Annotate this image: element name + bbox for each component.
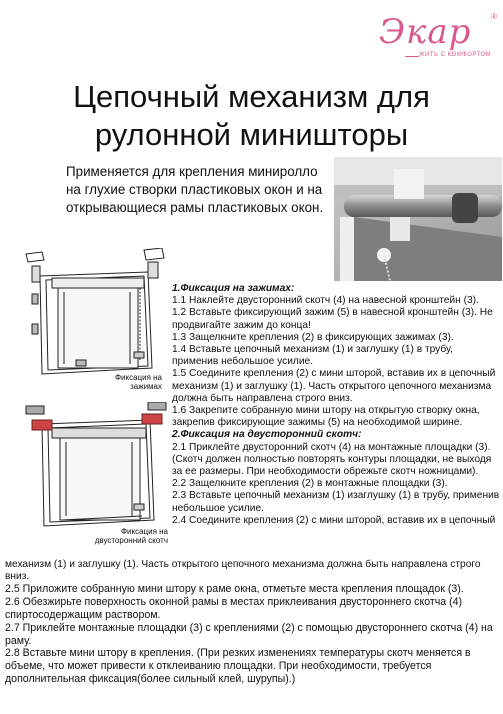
step-2-7: 2.7 Приклейте монтажные площадки (3) с креплениями (2) с помощью двустороннего скотча (4) на раму. bbox=[5, 621, 493, 647]
logo-divider bbox=[405, 56, 419, 57]
step-2-4-cont: механизм (1) и заглушку (1). Часть открытого цепочного механизма должна быть направлена строго вниз. bbox=[5, 559, 481, 583]
brand-logo bbox=[375, 8, 497, 68]
logo-tagline: ЖИТЬ С КОМФОРТОМ bbox=[419, 52, 492, 58]
diagram1-caption: Фиксация на зажимах bbox=[114, 373, 162, 391]
instructions-full bbox=[5, 559, 501, 686]
page-title bbox=[0, 78, 503, 154]
step-1-3: 1.3 Защелкните крепления (2) в фиксирующих зажимах (3). bbox=[172, 331, 454, 343]
step-1-4: 1.4 Вставьте цепочный механизм (1) и заглушку (1) в трубу, применив небольшое усилие. bbox=[172, 344, 453, 368]
diagram2-caption: Фиксация на двусторонний скотч bbox=[94, 527, 168, 545]
step-2-8: 2.8 Вставьте мини штору в крепления. (При резких изменениях температуры скотч меняется в объеме, что может привести к отклеиванию площадки. При необходимости, требуется дополнительная фиксация(более сильный клей, шурупы).) bbox=[5, 647, 471, 685]
step-1-5: 1.5 Соедините крепления (2) с мини шторой, вставив их в цепочный механизм (1) и заглушку (1). Часть открытого цепочного механизма должна быть направлена строго вниз. bbox=[172, 368, 496, 404]
mechanism-photo bbox=[334, 157, 502, 281]
title-line-2: рулонной миништоры bbox=[94, 117, 409, 152]
step-1-1: 1.1 Наклейте двусторонний скотч (4) на навесной кронштейн (3). bbox=[172, 295, 479, 307]
step-2-3: 2.3 Вставьте цепочный механизм (1) изаглушку (1) в трубу, применив небольшое усилие. bbox=[172, 490, 500, 514]
title-line-1: Цепочный механизм для bbox=[73, 79, 430, 114]
step-2-2: 2.2 Защелкните крепления (2) в монтажные площадки (3). bbox=[172, 478, 448, 490]
logo-wordmark: Экар bbox=[379, 12, 472, 52]
section1-heading: 1.Фиксация на зажимах: bbox=[172, 283, 295, 294]
step-2-6: 2.6 Обезжирьте поверхность оконной рамы в местах приклеивания двустороннего скотча (4) спиртосодержащим раствором. bbox=[5, 596, 463, 621]
step-1-2: 1.2 Вставьте фиксирующий зажим (5) в навесной кронштейн (3). Не продвигайте зажим до конца! bbox=[172, 307, 493, 331]
instructions-right bbox=[172, 283, 500, 527]
section2-heading: 2.Фиксация на двусторонний скотч: bbox=[172, 429, 362, 441]
step-2-5: 2.5 Приложите собранную мини штору к раме окна, отметьте места крепления площадок (3). bbox=[5, 583, 464, 596]
step-2-1: 2.1 Приклейте двусторонний скотч (4) на монтажные площадки (3). (Скотч должен полностью повторять контуры площадки, не выходя за ее размеры. При необходимости обрежьте скотч ножницами). bbox=[172, 441, 492, 478]
step-1-6: 1.6 Закрепите собранную мини штору на открытую створку окна, закрепив фиксирующие зажимы (5) на необходимой ширине. bbox=[172, 405, 480, 429]
intro-text: Применяется для крепления миниролло на глухие створки пластиковых окон и на открывающиеся рамы пластиковых окон. bbox=[66, 164, 324, 216]
step-2-4-start: 2.4 Соедините крепления (2) с мини шторой, вставив их в цепочный bbox=[172, 514, 496, 526]
logo-registered-mark: ® bbox=[491, 12, 497, 21]
